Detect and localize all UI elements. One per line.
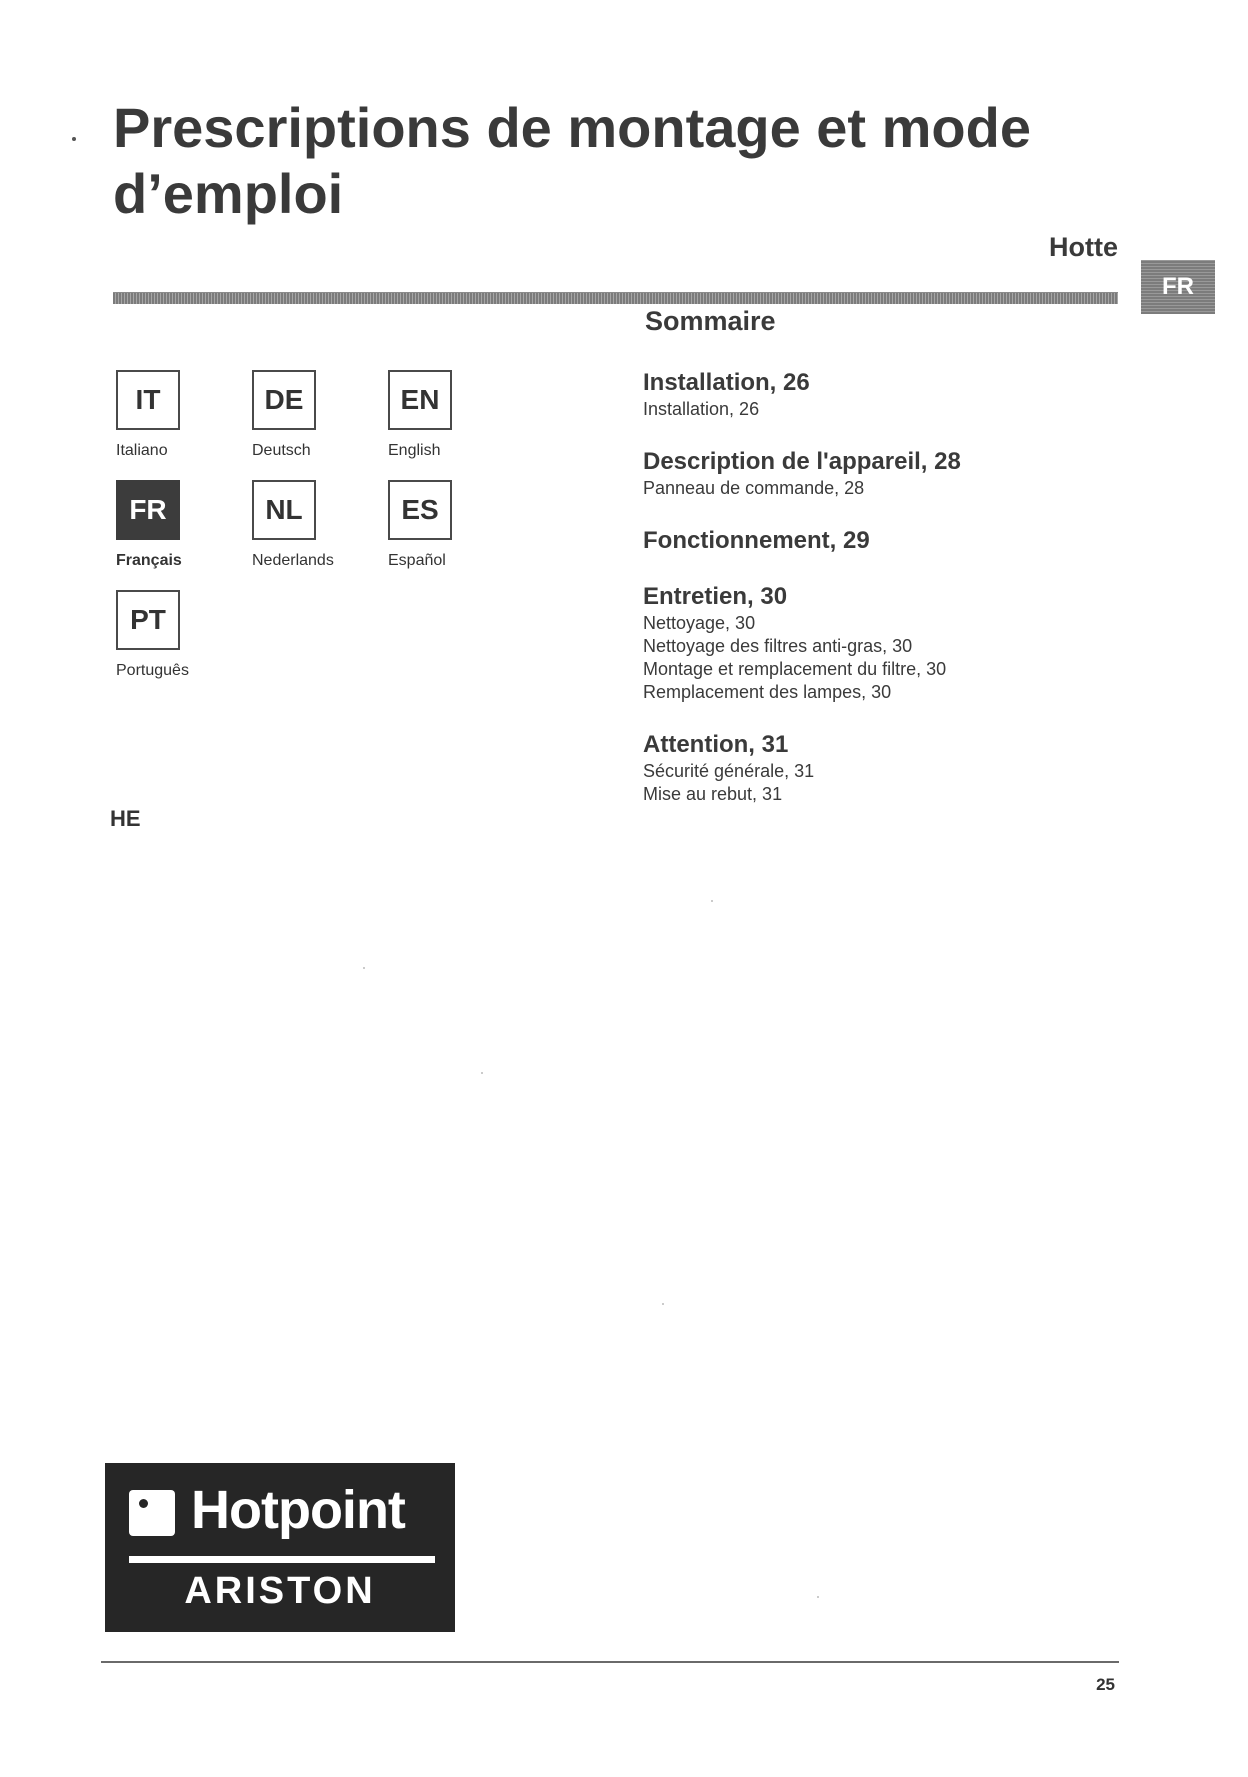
language-code-box: DE: [252, 370, 316, 430]
language-code-box: FR: [116, 480, 180, 540]
toc-section: [643, 582, 1123, 704]
product-name: Hotte: [1049, 232, 1118, 262]
language-code-box: IT: [116, 370, 180, 430]
page-number: 25: [1096, 1675, 1115, 1694]
toc-entry: Remplacement des lampes, 30: [643, 682, 892, 702]
toc-section: [643, 368, 1123, 421]
language-code-box: PT: [116, 590, 180, 650]
language-de: [252, 370, 362, 460]
language-es: [388, 480, 498, 570]
header-rule: [113, 292, 1118, 304]
language-label: English: [388, 442, 441, 459]
title-bullet: [72, 137, 76, 141]
scan-speck: [363, 967, 365, 969]
toc-section-heading: Attention, 31: [643, 731, 789, 758]
toc-entry: Sécurité générale, 31: [643, 761, 815, 781]
language-en: [388, 370, 498, 460]
scan-speck: [481, 1072, 483, 1074]
toc-section: [643, 447, 1123, 500]
toc-section-heading: Entretien, 30: [643, 583, 788, 610]
language-label: Nederlands: [252, 552, 334, 569]
toc-entry: Montage et remplacement du filtre, 30: [643, 659, 947, 679]
language-label: Italiano: [116, 442, 168, 459]
toc-section: [643, 730, 1123, 806]
language-tab: FR: [1141, 260, 1215, 314]
language-label: Português: [116, 662, 189, 679]
language-code-box: EN: [388, 370, 452, 430]
logo-sub-brand: ARISTON: [184, 1570, 376, 1612]
toc-entry: Nettoyage des filtres anti-gras, 30: [643, 636, 913, 656]
scan-speck: [817, 1596, 819, 1598]
hotpoint-ariston-logo: [105, 1463, 455, 1632]
footer-rule: [101, 1661, 1119, 1663]
language-label: Français: [116, 552, 182, 569]
logo-square-icon: [129, 1490, 175, 1536]
language-code-box: ES: [388, 480, 452, 540]
toc-entry: Installation, 26: [643, 399, 760, 419]
page-title-line-1: Prescriptions de montage et mode: [113, 96, 1031, 159]
language-it: [116, 370, 226, 460]
scan-speck: [711, 900, 713, 902]
model-code: HE: [110, 806, 141, 831]
toc-section-heading: Fonctionnement, 29: [643, 527, 870, 554]
toc-entry: Mise au rebut, 31: [643, 784, 783, 804]
logo-bar: [129, 1556, 435, 1563]
scan-speck: [662, 1303, 664, 1305]
toc-title: Sommaire: [645, 306, 776, 336]
language-pt: [116, 590, 226, 680]
language-fr: [116, 480, 226, 570]
language-code-box: NL: [252, 480, 316, 540]
language-label: Español: [388, 552, 446, 569]
toc-section: [643, 526, 1123, 556]
toc-entry: Nettoyage, 30: [643, 613, 756, 633]
toc-section-heading: Installation, 26: [643, 369, 810, 396]
toc-section-heading: Description de l'appareil, 28: [643, 448, 961, 475]
page-title-line-2: d’emploi: [113, 162, 344, 225]
language-nl: [252, 480, 362, 570]
page-title: [113, 95, 1093, 227]
table-of-contents: [643, 368, 1123, 832]
toc-entry: Panneau de commande, 28: [643, 478, 865, 498]
logo-brand: Hotpoint: [191, 1480, 405, 1540]
language-label: Deutsch: [252, 442, 311, 459]
